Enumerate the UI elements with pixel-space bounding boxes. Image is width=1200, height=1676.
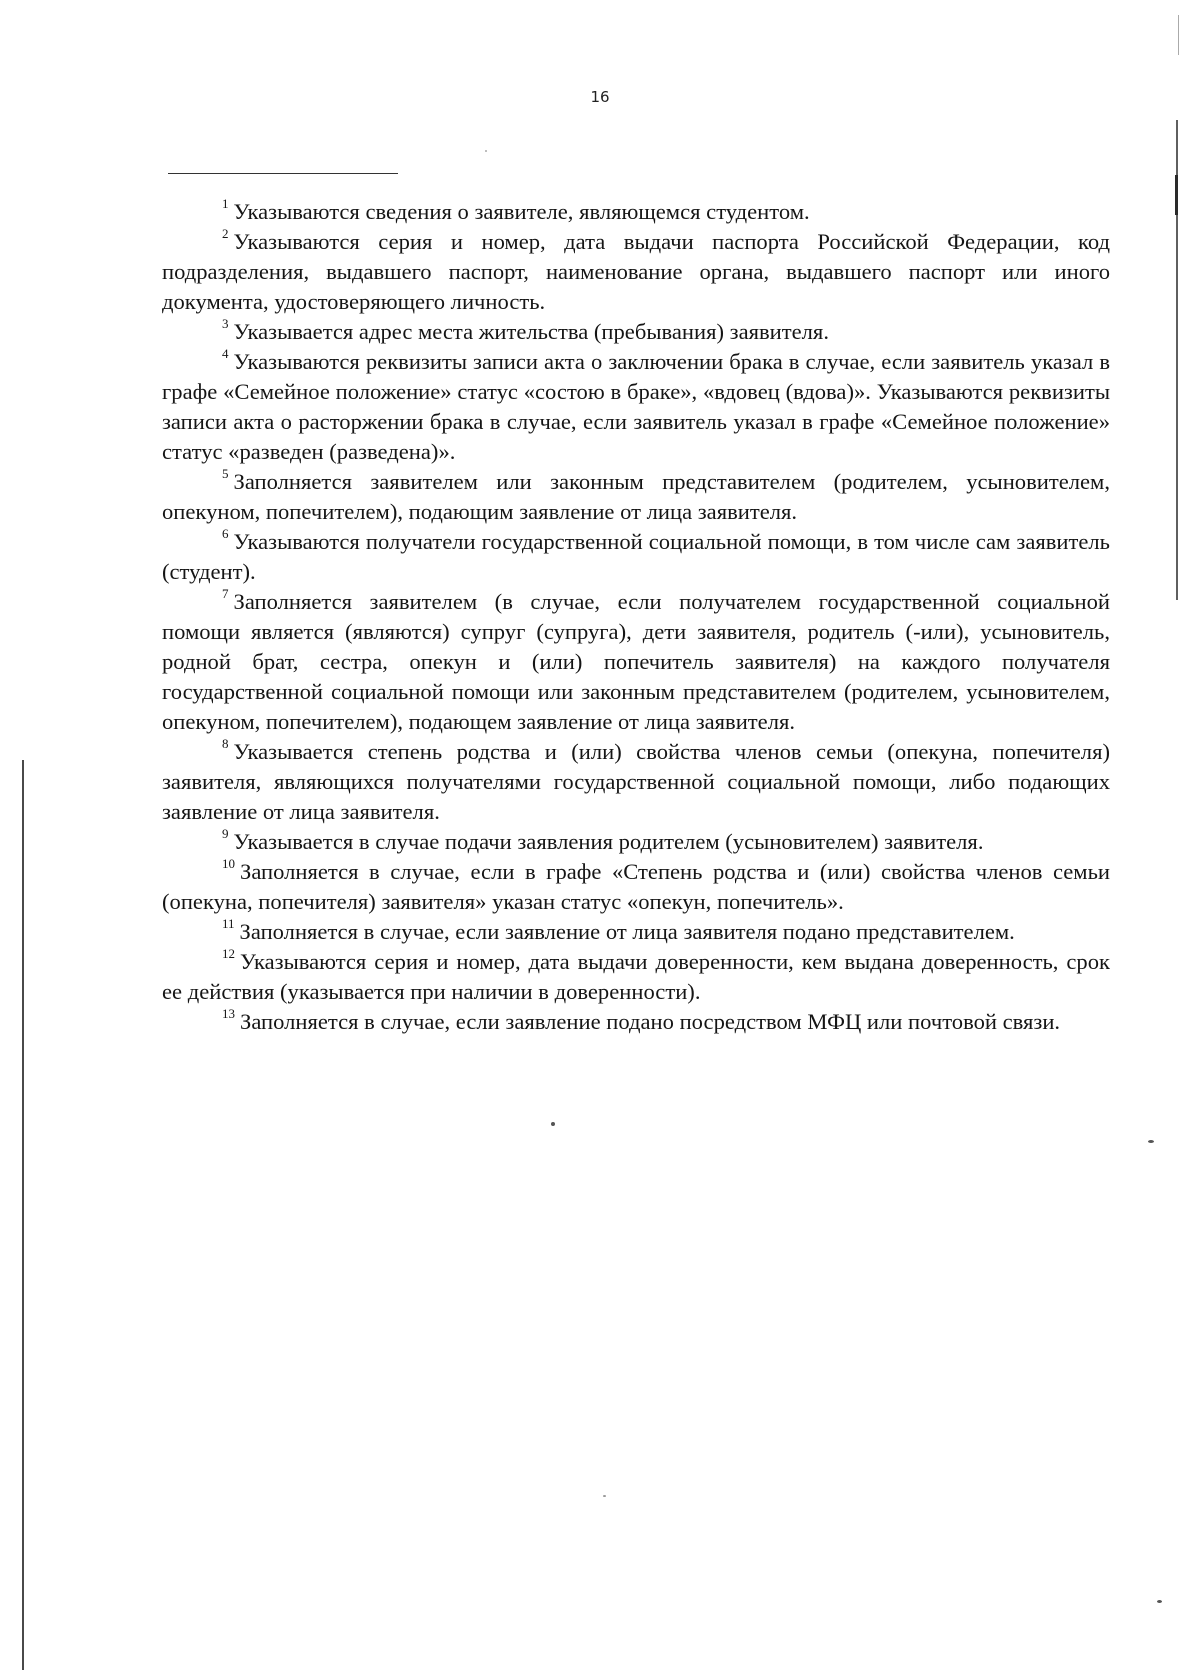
footnote-13	[162, 1007, 1110, 1037]
footnote-text: Указываются получатели государственной социальной помощи, в том числе сам заявитель (студент).	[162, 529, 1110, 584]
scan-edge-line	[1175, 175, 1178, 215]
footnote-marker: 4	[222, 346, 229, 362]
footnote-marker: 10	[222, 856, 235, 872]
footnote-1	[162, 197, 1110, 227]
footnote-3	[162, 317, 1110, 347]
footnote-7	[162, 587, 1110, 737]
footnote-marker: 2	[222, 226, 229, 242]
scan-speck	[551, 1122, 555, 1126]
footnote-10	[162, 857, 1110, 917]
footnote-separator	[168, 173, 398, 174]
footnote-2	[162, 227, 1110, 317]
footnote-marker: 13	[222, 1006, 235, 1022]
footnote-text: Указывается адрес места жительства (пребывания) заявителя.	[233, 319, 829, 344]
footnote-text: Указываются сведения о заявителе, являющемся студентом.	[233, 199, 810, 224]
footnote-marker: 3	[222, 316, 229, 332]
footnote-12	[162, 947, 1110, 1007]
footnote-marker: 5	[222, 466, 229, 482]
footnote-text: Заполняется заявителем (в случае, если получателем государственной социальной помощи является (являются) супруг (супруга), дети заявителя, родитель (-или), усыновитель, родной брат, сестра, опекун и (или) попечитель заявителя) на каждого получателя государственной социальной помощи или законным представителем (родителем, усыновителем, опекуном, попечителем), подающем заявление от лица заявителя.	[162, 589, 1110, 734]
scan-speck	[1148, 1140, 1154, 1143]
footnote-text: Указываются реквизиты записи акта о заключении брака в случае, если заявитель указал в графе «Семейное положение» статус «состою в браке», «вдовец (вдова)». Указываются реквизиты записи акта о расторжении брака в случае, если заявитель указал в графе «Семейное положение» статус «разведен (разведена)».	[162, 349, 1110, 464]
footnote-text: Заполняется в случае, если заявление от лица заявителя подано представителем.	[239, 919, 1015, 944]
footnote-8	[162, 737, 1110, 827]
scan-edge-line	[1178, 15, 1179, 55]
footnote-text: Заполняется в случае, если в графе «Степень родства и (или) свойства членов семьи (опекуна, попечителя) заявителя» указан статус «опекун, попечитель».	[162, 859, 1110, 914]
footnote-marker: 7	[222, 586, 229, 602]
scan-speck	[485, 150, 487, 152]
footnote-marker: 1	[222, 196, 229, 212]
footnote-text: Заполняется в случае, если заявление подано посредством МФЦ или почтовой связи.	[240, 1009, 1061, 1034]
footnote-6	[162, 527, 1110, 587]
footnote-11	[162, 917, 1110, 947]
footnote-marker: 8	[222, 736, 229, 752]
footnote-9	[162, 827, 1110, 857]
page-number: 16	[590, 88, 610, 106]
scan-edge-line	[22, 760, 24, 1670]
scan-speck	[1157, 1600, 1162, 1603]
footnote-text: Указываются серия и номер, дата выдачи доверенности, кем выдана доверенность, срок ее действия (указывается при наличии в доверенности).	[162, 949, 1110, 1004]
footnote-text: Указываются серия и номер, дата выдачи паспорта Российской Федерации, код подразделения, выдавшего паспорт, наименование органа, выдавшего паспорт или иного документа, удостоверяющего личность.	[162, 229, 1110, 314]
footnote-4	[162, 347, 1110, 467]
footnote-text: Указывается степень родства и (или) свойства членов семьи (опекуна, попечителя) заявителя, являющихся получателями государственной социальной помощи, либо подающих заявление от лица заявителя.	[162, 739, 1110, 824]
footnotes-list	[162, 197, 1110, 1037]
footnote-text: Заполняется заявителем или законным представителем (родителем, усыновителем, опекуном, попечителем), подающим заявление от лица заявителя.	[162, 469, 1110, 524]
footnote-5	[162, 467, 1110, 527]
footnote-marker: 6	[222, 526, 229, 542]
footnote-marker: 9	[222, 826, 229, 842]
footnote-marker: 12	[222, 946, 235, 962]
scan-speck	[603, 1495, 606, 1497]
footnote-text: Указывается в случае подачи заявления родителем (усыновителем) заявителя.	[233, 829, 984, 854]
footnote-marker: 11	[222, 916, 235, 932]
